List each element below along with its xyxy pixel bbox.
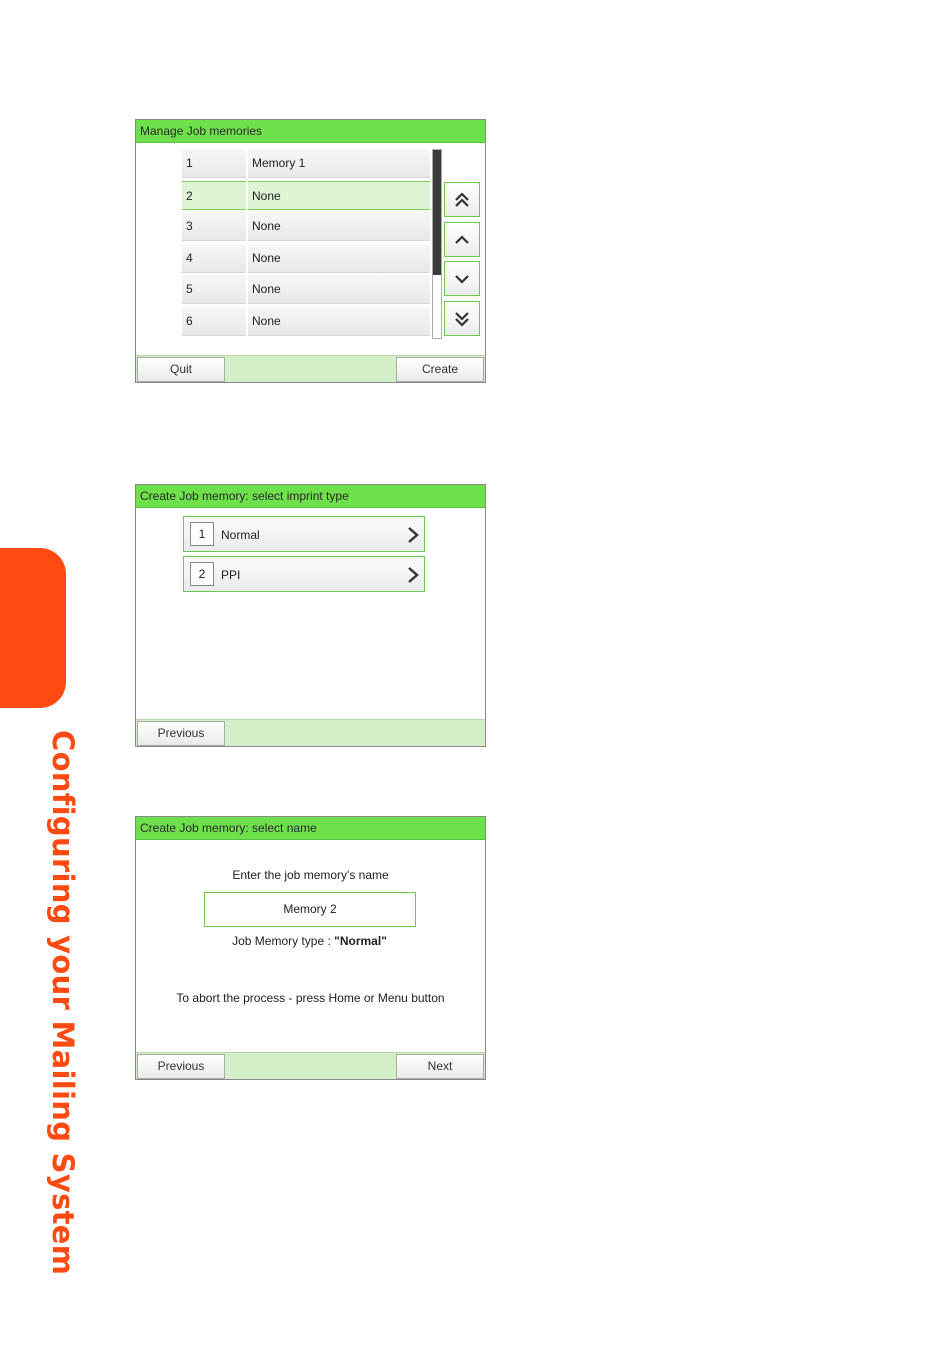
chevron-up-icon: [453, 231, 471, 249]
option-ppi[interactable]: [183, 556, 425, 592]
create-button[interactable]: Create: [396, 357, 484, 382]
screen-footer: [136, 355, 485, 382]
memory-type-line: [135, 934, 485, 948]
option-label: PPI: [221, 568, 241, 582]
screen-footer: [136, 719, 485, 746]
next-button[interactable]: Next: [396, 1054, 484, 1079]
list-item[interactable]: [182, 275, 430, 304]
chevron-down-icon: [453, 270, 471, 288]
job-memory-list: [182, 149, 430, 339]
list-item[interactable]: [182, 212, 430, 241]
row-name: Memory 1: [248, 149, 430, 178]
list-item[interactable]: [182, 149, 430, 178]
select-name-screen: [135, 816, 486, 1080]
row-number: 1: [182, 149, 246, 178]
manage-job-memories-screen: [135, 119, 486, 383]
list-item-selected[interactable]: [182, 181, 430, 210]
row-name: None: [248, 307, 430, 336]
double-chevron-up-icon: [453, 191, 471, 209]
previous-button[interactable]: Previous: [137, 721, 225, 746]
row-number: 6: [182, 307, 246, 336]
option-number: 1: [190, 522, 214, 546]
row-number: 3: [182, 212, 246, 241]
chapter-title: Configuring your Mailing System: [46, 730, 80, 1276]
option-label: Normal: [221, 528, 260, 542]
chevron-right-icon: [406, 566, 420, 584]
page-down-button[interactable]: [444, 301, 480, 336]
list-item[interactable]: [182, 307, 430, 336]
option-number: 2: [190, 562, 214, 586]
screen-footer: [136, 1052, 485, 1079]
row-number: 2: [182, 181, 246, 210]
scroll-up-button[interactable]: [444, 222, 480, 257]
row-name: None: [248, 212, 430, 241]
chapter-tab: [0, 548, 66, 708]
list-item[interactable]: [182, 244, 430, 273]
row-name: None: [248, 275, 430, 304]
previous-button[interactable]: Previous: [137, 1054, 225, 1079]
memory-type-label: Job Memory type :: [232, 934, 335, 948]
abort-instructions: To abort the process - press Home or Menu button: [176, 991, 445, 1005]
page-up-button[interactable]: [444, 182, 480, 217]
memory-type-value: "Normal": [334, 934, 387, 948]
option-normal[interactable]: [183, 516, 425, 552]
screen-header: Create Job memory: select name: [136, 817, 485, 840]
row-number: 5: [182, 275, 246, 304]
row-name: None: [248, 244, 430, 273]
scroll-thumb[interactable]: [433, 150, 441, 275]
quit-button[interactable]: Quit: [137, 357, 225, 382]
row-number: 4: [182, 244, 246, 273]
select-imprint-type-screen: [135, 484, 486, 747]
name-prompt: Enter the job memory's name: [232, 868, 389, 882]
screen-header: Create Job memory: select imprint type: [136, 485, 485, 508]
row-name: None: [248, 181, 430, 210]
screen-header: Manage Job memories: [136, 120, 485, 143]
scroll-down-button[interactable]: [444, 261, 480, 296]
chevron-right-icon: [406, 526, 420, 544]
list-scrollbar[interactable]: [432, 149, 442, 339]
double-chevron-down-icon: [453, 310, 471, 328]
job-memory-name-field[interactable]: Memory 2: [204, 892, 416, 927]
